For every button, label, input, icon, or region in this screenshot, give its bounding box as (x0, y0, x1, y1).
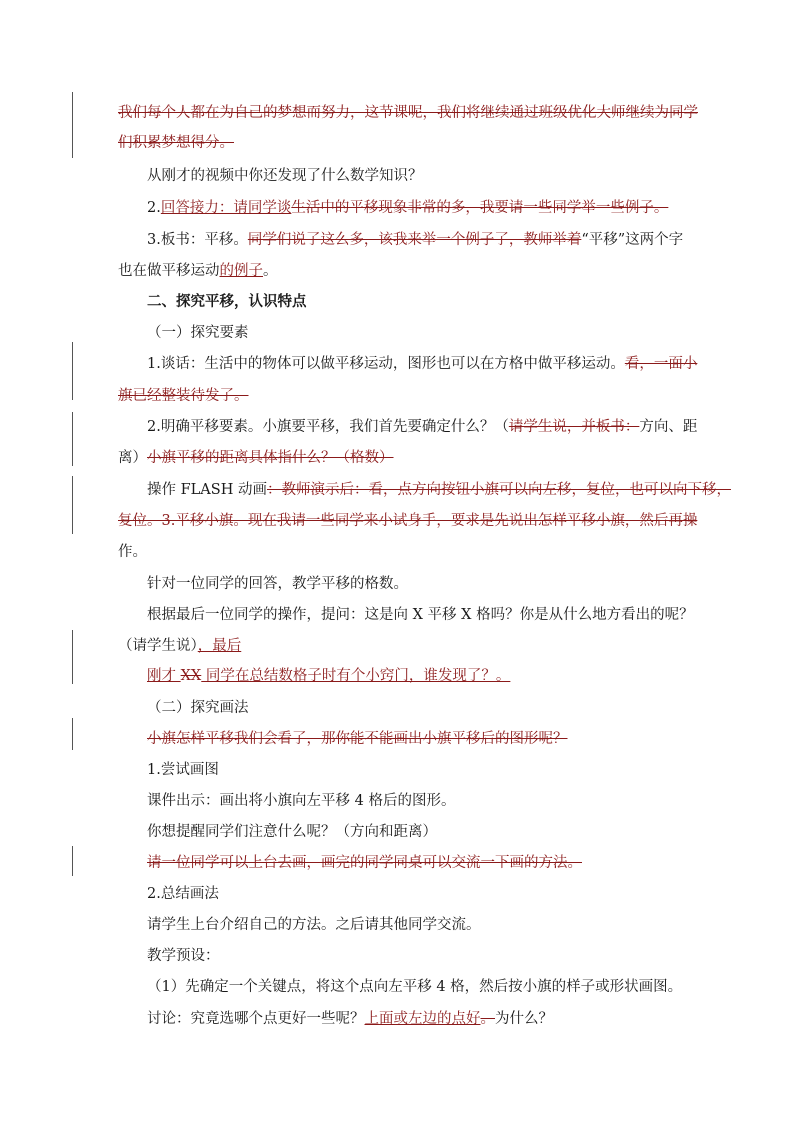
paragraph-line (147, 166, 794, 186)
deleted-text: 我们每个人都在为自己的梦想而努力，这节课呢，我们将继续通过班级优化大师继续为同学 (118, 105, 698, 121)
section-heading (147, 292, 794, 312)
paragraph-line (147, 417, 794, 437)
paragraph-line (147, 853, 794, 873)
body-text: 请学生上台介绍自己的方法。之后请其他同学交流。 (147, 917, 481, 933)
body-text: 2.总结画法 (147, 886, 219, 902)
deleted-text: 复位。3.平移小旗。现在我请一些同学来小试身手，要求是先说出怎样平移小旗，然后再操 (118, 513, 698, 529)
inserted-text: 回答接力：请同学谈 (160, 200, 292, 216)
paragraph-line (118, 511, 794, 531)
deleted-text: 旗已经整装待发了。 (118, 388, 249, 404)
paragraph-line (147, 884, 794, 904)
deleted-text: 小旗平移的距离具体指什么？（格数） (147, 450, 394, 466)
inserted-text: 的例子 (219, 263, 263, 279)
change-bar (72, 476, 73, 534)
body-text: 针对一位同学的回答，教学平移的格数。 (147, 576, 408, 592)
body-text: （1）先确定一个关键点，将这个点向左平移 4 格，然后按小旗的样子或形状画图。 (147, 979, 683, 995)
body-text: 讨论：究竟选哪个点更好一些呢？ (147, 1011, 365, 1027)
body-text: 课件出示：画出将小旗向左平移 4 格后的图形。 (147, 793, 456, 809)
change-bar (72, 342, 73, 400)
paragraph-line (147, 760, 794, 780)
deleted-text: 看，一面小 (624, 356, 698, 372)
paragraph-line (147, 946, 794, 966)
paragraph-line (147, 791, 794, 811)
body-text: 2. (147, 200, 161, 216)
change-bar (72, 718, 73, 750)
body-text: 也在做平移运动 (118, 263, 220, 279)
change-bar (72, 630, 73, 684)
body-text: 2.明确平移要素。小旗要平移，我们首先要确定什么？（ (147, 419, 509, 435)
change-bar (72, 92, 73, 158)
paragraph-line (147, 574, 794, 594)
paragraph-line (118, 448, 794, 468)
paragraph-line (147, 822, 794, 842)
paragraph-line (118, 636, 794, 656)
paragraph-line (118, 133, 678, 153)
paragraph-line (147, 666, 794, 686)
body-text: 作。 (118, 544, 147, 560)
paragraph-line (147, 198, 794, 218)
paragraph-line (147, 605, 794, 625)
paragraph-line (147, 915, 794, 935)
deleted-text: ：教师演示后：看，点方向按钮小旗可以向左移，复位，也可以向下移， (266, 482, 731, 498)
paragraph-line (147, 729, 794, 749)
deleted-text: 们积累梦想得分。 (118, 135, 234, 151)
body-text: 方向、距 (639, 419, 698, 435)
paragraph-line (147, 480, 794, 500)
subsection-heading (147, 323, 794, 343)
inserted-text: 上面或左边的点好 (364, 1011, 481, 1027)
body-text: 根据最后一位同学的操作，提问：这是向 X 平移 X 格吗？你是从什么地方看出的呢？ (147, 607, 694, 623)
subsection-heading (147, 698, 794, 718)
body-text: “平移”这两个字 (581, 232, 684, 248)
change-bar (72, 846, 73, 876)
subheading-text: （一）探究要素 (147, 325, 249, 341)
subheading-text: （二）探究画法 (147, 700, 249, 716)
deleted-text: 小旗怎样平移我们会看了，那你能不能画出小旗平移后的图形呢？ (147, 731, 568, 747)
body-text: 1.谈话：生活中的物体可以做平移运动，图形也可以在方格中做平移运动。 (147, 356, 625, 372)
inserted-text: ，最后 (197, 638, 242, 654)
body-text: 你想提醒同学们注意什么呢？（方向和距离） (147, 824, 437, 840)
deleted-text: 请学生说，并板书： (508, 419, 640, 435)
paragraph-line (118, 103, 698, 123)
body-text: 为什么？ (495, 1011, 553, 1027)
paragraph-line (118, 261, 794, 281)
body-text: 教学预设： (147, 948, 220, 964)
body-text: 。 (263, 263, 278, 279)
paragraph-line (118, 542, 794, 562)
body-text: 从刚才的视频中你还发现了什么数学知识？ (147, 168, 423, 184)
deleted-text: 。 (480, 1011, 495, 1027)
body-text: 离） (118, 450, 147, 466)
paragraph-line (147, 977, 794, 997)
inserted-text: 同学在总结数格子时有个小窍门，谁发现了？。 (201, 668, 511, 684)
paragraph-line (147, 230, 794, 250)
deleted-text: 同学们说了这么多，该我来举一个例子了，教师举着 (247, 232, 582, 248)
body-text: （请学生说） (118, 638, 198, 654)
deleted-text: XX (180, 668, 202, 684)
paragraph-line (147, 354, 794, 374)
body-text: 1.尝试画图 (147, 762, 219, 778)
paragraph-line (147, 1009, 794, 1029)
change-bar (72, 412, 73, 466)
inserted-text: 刚才 (147, 668, 181, 684)
deleted-text: 请一位同学可以上台去画，画完的同学同桌可以交流一下画的方法。 (147, 855, 582, 871)
body-text: 操作 FLASH 动画 (147, 482, 267, 498)
heading-text: 二、探究平移，认识特点 (147, 293, 307, 310)
paragraph-line (118, 386, 794, 406)
body-text: 3.板书：平移。 (147, 232, 248, 248)
deleted-text: 生活中的平移现象非常的多，我要请一些同学举一些例子。 (291, 200, 669, 216)
